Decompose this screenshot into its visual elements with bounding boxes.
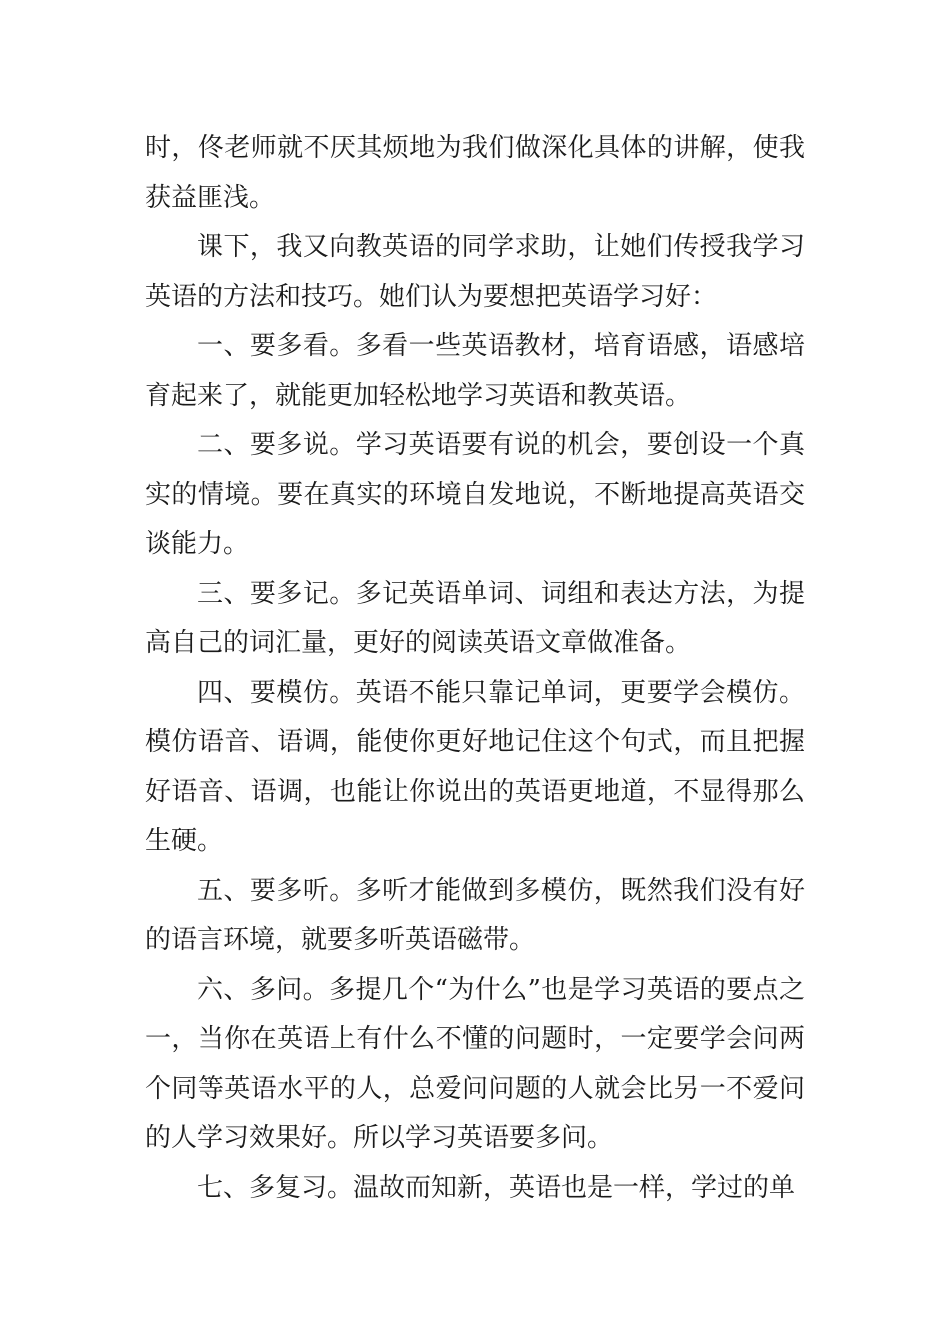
paragraph-tip-1: 一、要多看。多看一些英语教材，培育语感，语感培育起来了，就能更加轻松地学习英语和教英语。 xyxy=(145,331,805,411)
paragraph-tip-6: 六、多问。多提几个“为什么”也是学习英语的要点之一，当你在英语上有什么不懂的问题时，一定要学会问两个同等英语水平的人，总爱问问题的人就会比另一不爱问的人学习效果好。所以学习英语要多问。 xyxy=(145,974,805,1153)
paragraph-tip-5: 五、要多听。多听才能做到多模仿，既然我们没有好的语言环境，就要多听英语磁带。 xyxy=(145,875,805,955)
paragraph-continuation: 时，佟老师就不厌其烦地为我们做深化具体的讲解，使我获益匪浅。 xyxy=(145,133,805,213)
document-page xyxy=(145,124,805,1213)
paragraph-intro: 课下，我又向教英语的同学求助，让她们传授我学习英语的方法和技巧。她们认为要想把英语学习好： xyxy=(145,232,805,312)
paragraph-tip-2: 二、要多说。学习英语要有说的机会，要创设一个真实的情境。要在真实的环境自发地说，不断地提高英语交谈能力。 xyxy=(145,430,805,559)
paragraph-tip-4: 四、要模仿。英语不能只靠记单词，更要学会模仿。模仿语音、语调，能使你更好地记住这个句式，而且把握好语音、语调，也能让你说出的英语更地道，不显得那么生硬。 xyxy=(145,677,805,856)
paragraph-tip-3: 三、要多记。多记英语单词、词组和表达方法，为提高自己的词汇量，更好的阅读英语文章做准备。 xyxy=(145,578,805,658)
paragraph-tip-7: 七、多复习。温故而知新，英语也是一样，学过的单 xyxy=(197,1172,796,1203)
